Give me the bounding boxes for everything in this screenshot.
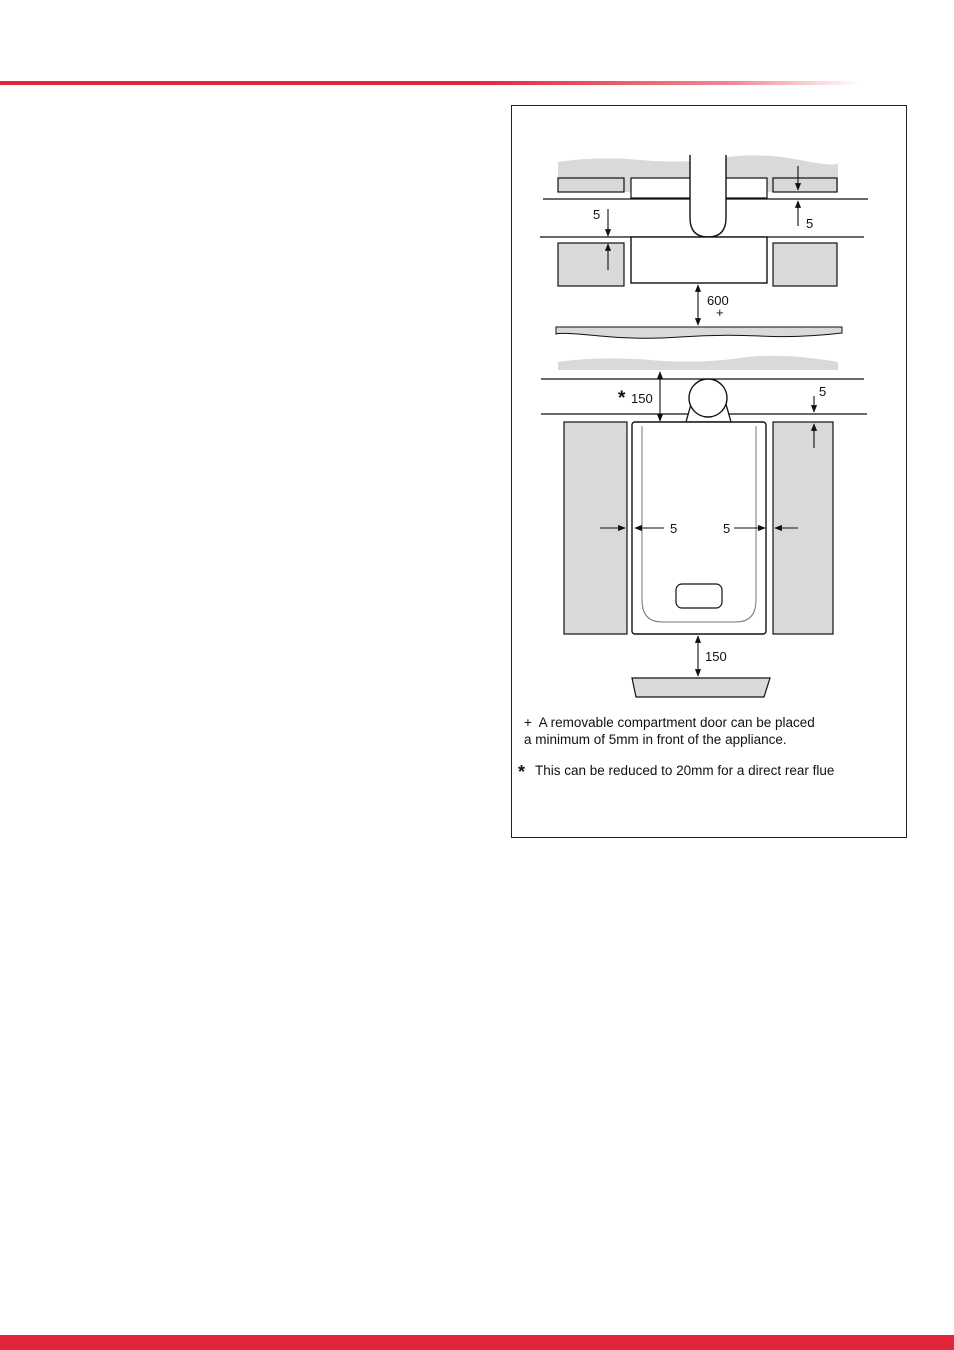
front-dim-side-right: 5 bbox=[723, 521, 731, 536]
plan-flue-pipe bbox=[690, 155, 726, 237]
plan-front-wall bbox=[556, 327, 842, 338]
plan-boiler-body bbox=[631, 237, 767, 283]
footer-accent-bar bbox=[0, 1335, 954, 1350]
plan-right-cabinet bbox=[773, 243, 837, 286]
note-door-line1: A removable compartment door can be placed bbox=[538, 715, 815, 730]
plan-dim-front-clearance: 600 bbox=[707, 293, 729, 308]
note-flue-marker: * bbox=[518, 762, 526, 782]
front-dim-top-clearance: 150 bbox=[631, 391, 653, 406]
plan-view bbox=[540, 155, 868, 338]
plan-dim-left-gap: 5 bbox=[593, 207, 601, 222]
note-door-marker: + bbox=[524, 715, 532, 730]
front-flue-pipe bbox=[689, 379, 727, 417]
plan-right-rear-cabinet bbox=[773, 178, 837, 192]
note-door-line2: a minimum of 5mm in front of the appliance. bbox=[524, 732, 787, 747]
front-floor-shelf bbox=[632, 678, 770, 697]
front-ceiling bbox=[558, 356, 838, 370]
front-boiler-control-display bbox=[676, 584, 722, 608]
front-dim-top-marker: * bbox=[618, 388, 626, 409]
plan-dim-front-marker: + bbox=[716, 305, 724, 320]
note-flue-text: This can be reduced to 20mm for a direct rear flue bbox=[535, 763, 835, 778]
note-rear-flue bbox=[518, 762, 834, 781]
front-view bbox=[541, 356, 867, 697]
front-dim-side-left: 5 bbox=[670, 521, 678, 536]
plan-left-cabinet bbox=[558, 243, 624, 286]
plan-left-rear-cabinet bbox=[558, 178, 624, 192]
plan-dim-right-gap: 5 bbox=[806, 216, 814, 231]
front-dim-bottom-clearance: 150 bbox=[705, 649, 727, 664]
front-dim-top-right-gap: 5 bbox=[819, 384, 827, 399]
note-compartment-door bbox=[524, 714, 815, 748]
